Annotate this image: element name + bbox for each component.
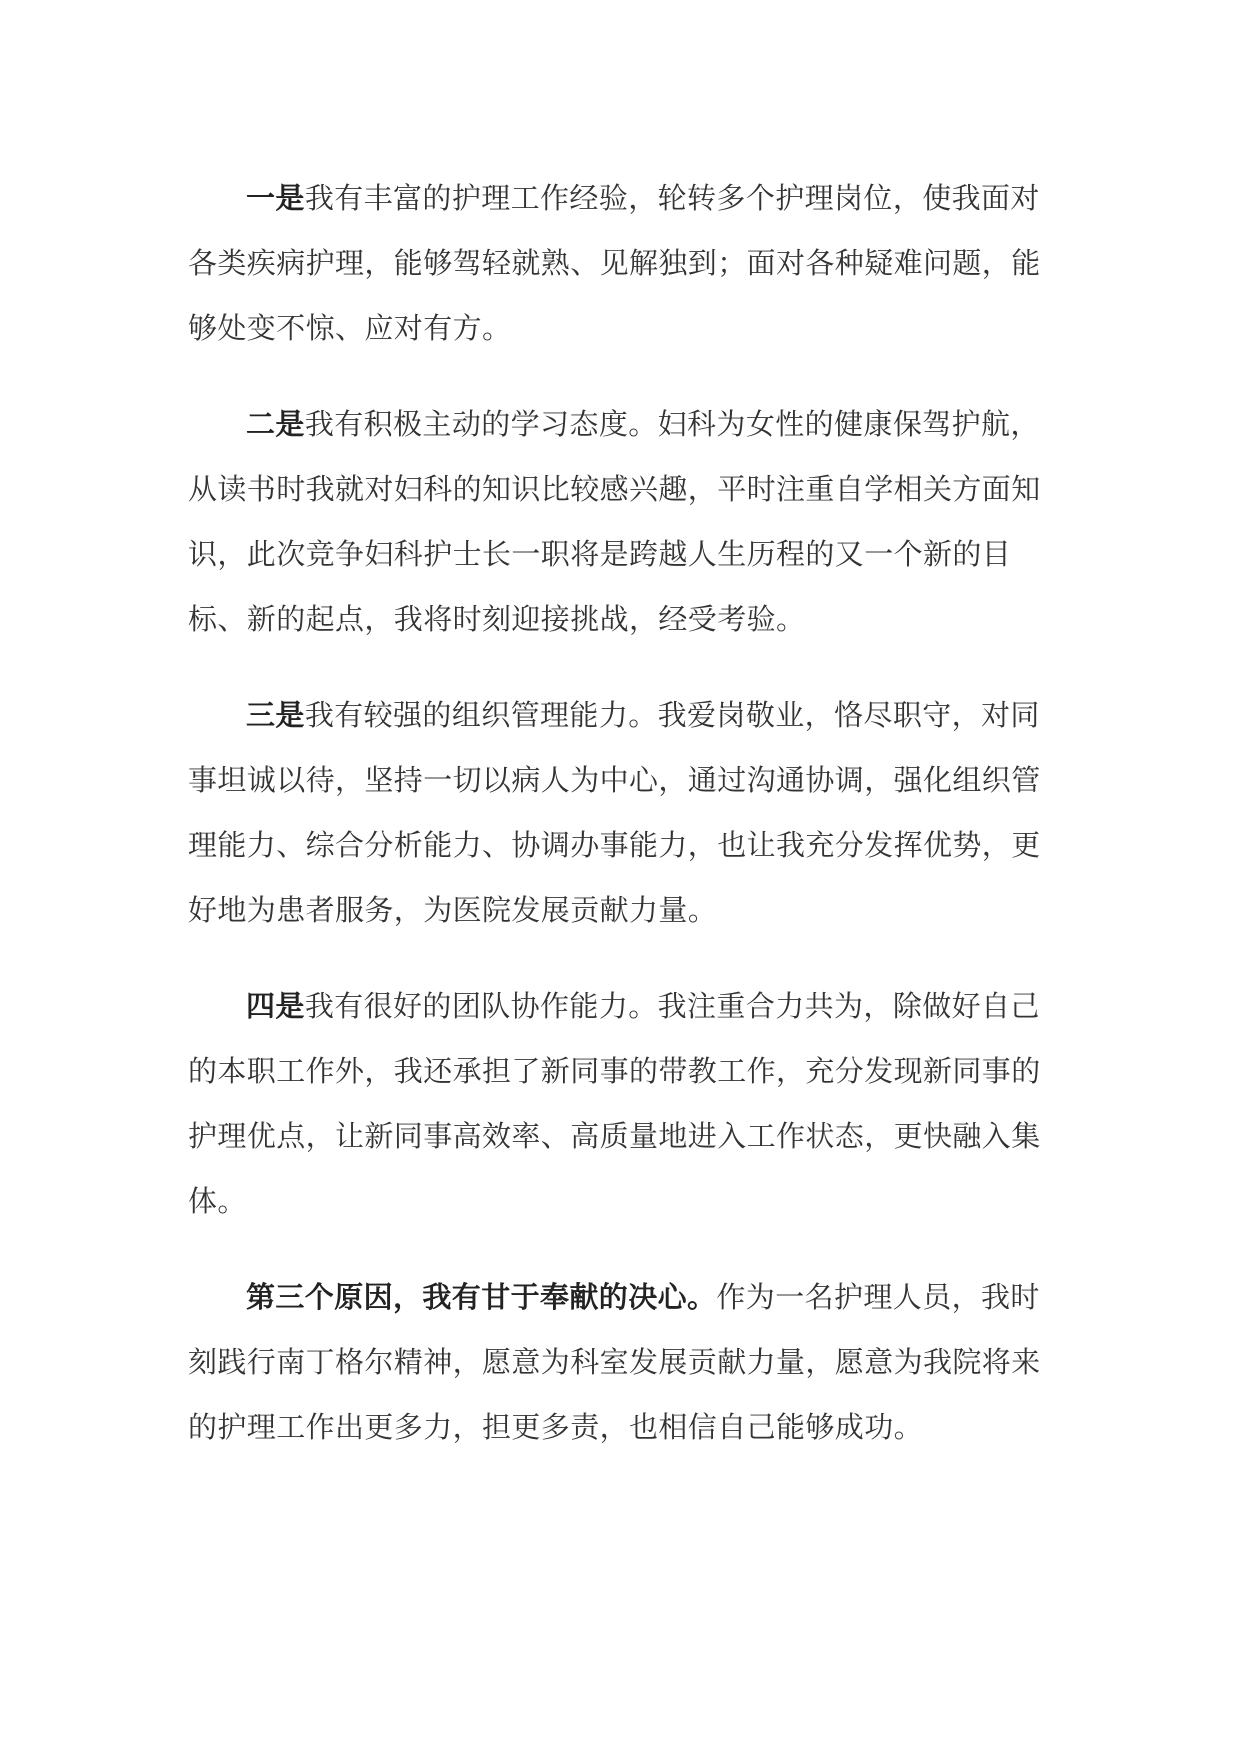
paragraph-4-lead: 四是: [246, 989, 305, 1023]
paragraph-5: [188, 1265, 1058, 1460]
paragraph-4: [188, 974, 1058, 1234]
paragraph-5-text: 作为一名护理人员，我时刻践行南丁格尔精神，愿意为科室发展贡献力量，愿意为我院将来的护理工作出更多力，担更多责，也相信自己能够成功。: [188, 1280, 1041, 1444]
paragraph-1-lead: 一是: [246, 181, 305, 215]
paragraph-3: [188, 683, 1058, 943]
paragraph-2-lead: 二是: [246, 407, 305, 441]
paragraph-2: [188, 392, 1058, 652]
paragraph-3-lead: 三是: [246, 698, 305, 732]
paragraph-1-text: 我有丰富的护理工作经验，轮转多个护理岗位，使我面对各类疾病护理，能够驾轻就熟、见解独到；面对各种疑难问题，能够处变不惊、应对有方。: [188, 181, 1041, 345]
paragraph-1: [188, 166, 1058, 361]
paragraph-4-text: 我有很好的团队协作能力。我注重合力共为，除做好自己的本职工作外，我还承担了新同事的带教工作，充分发现新同事的护理优点，让新同事高效率、高质量地进入工作状态，更快融入集体。: [188, 989, 1041, 1218]
document-body: [188, 166, 1058, 1491]
paragraph-2-text: 我有积极主动的学习态度。妇科为女性的健康保驾护航，从读书时我就对妇科的知识比较感兴趣，平时注重自学相关方面知识，此次竞争妇科护士长一职将是跨越人生历程的又一个新的目标、新的起点，我将时刻迎接挑战，经受考验。: [188, 407, 1041, 636]
paragraph-3-text: 我有较强的组织管理能力。我爱岗敬业，恪尽职守，对同事坦诚以待，坚持一切以病人为中心，通过沟通协调，强化组织管理能力、综合分析能力、协调办事能力，也让我充分发挥优势，更好地为患者服务，为医院发展贡献力量。: [188, 698, 1041, 927]
paragraph-5-lead: 第三个原因，我有甘于奉献的决心。: [246, 1280, 717, 1314]
